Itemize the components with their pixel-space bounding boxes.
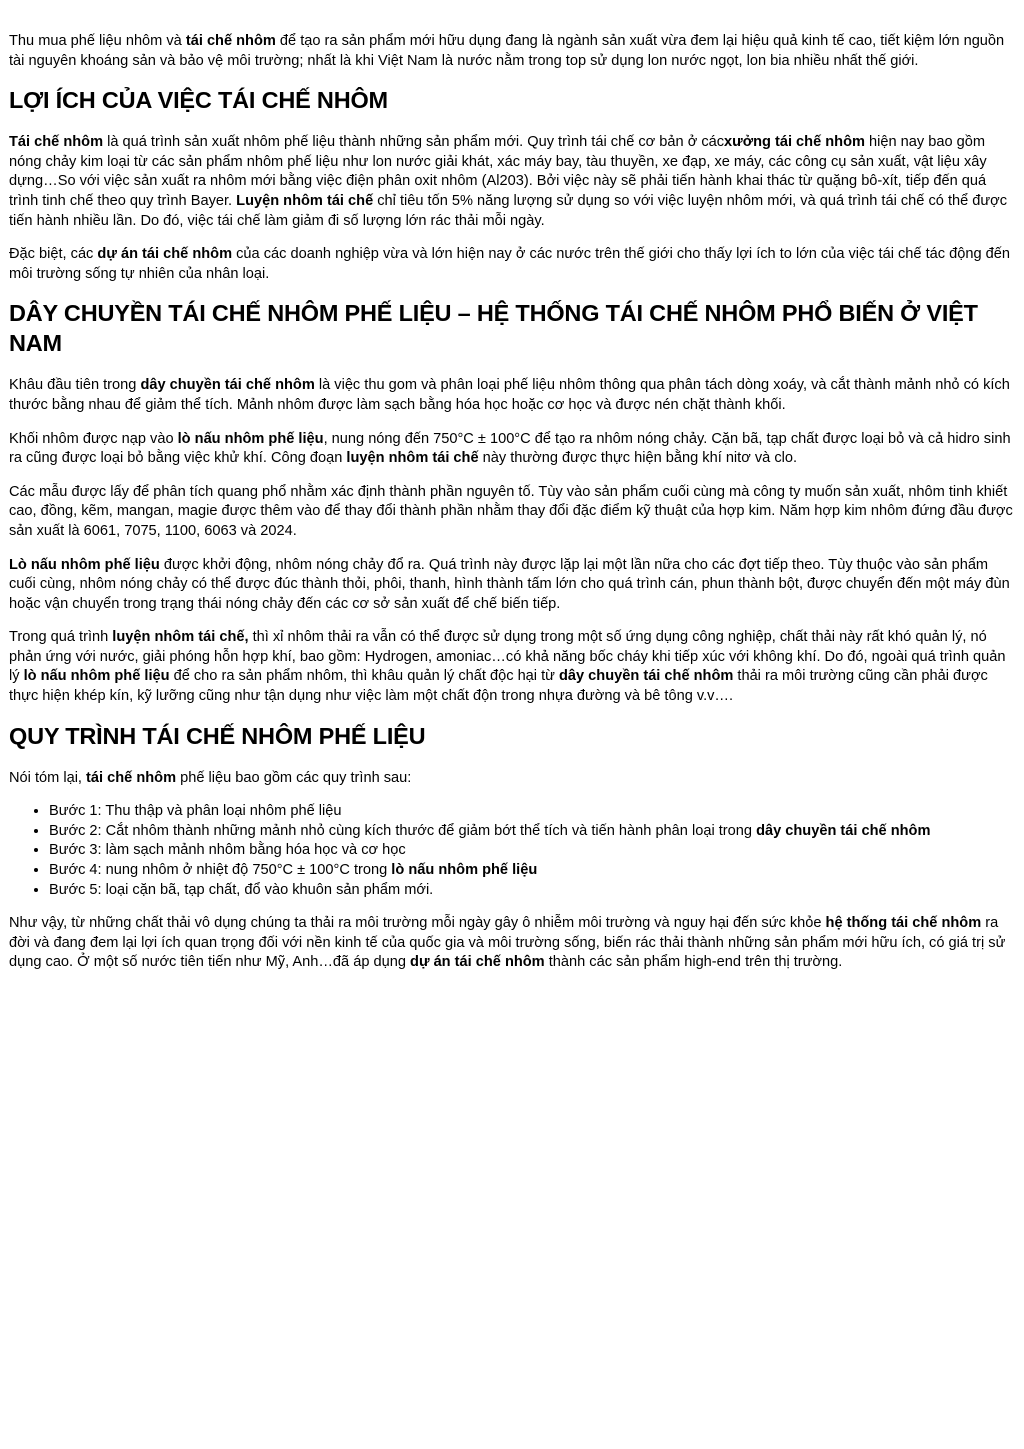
list-item: • Bước 1: Thu thập và phân loại nhôm phế liệu bbox=[49, 802, 1016, 822]
keyword-lo-nau-nhom-phe-lieu: lò nấu nhôm phế liệu bbox=[23, 668, 170, 685]
production-paragraph-1: Khâu đầu tiên trong dây chuyền tái chế nhôm là việc thu gom và phân loại phế liệu nhôm thông qua phân tách dòng xoáy, và cắt thành mảnh nhỏ có kích thước bằng nhau để giảm thể tích. Mảnh nhôm được làm sạch bằng hóa học hoặc cơ học và được nén chặt thành khối. bbox=[9, 377, 1010, 413]
list-item: • Bước 2: Cắt nhôm thành những mảnh nhỏ cùng kích thước để giảm bớt thể tích và tiến hành phân loại trong dây chuyền tái chế nhôm bbox=[49, 822, 1016, 842]
intro-paragraph: Thu mua phế liệu nhôm và tái chế nhôm để tạo ra sản phẩm mới hữu dụng đang là ngành sản xuất vừa đem lại hiệu quả kinh tế cao, tiết kiệm lớn nguồn tài nguyên khoáng sản và bảo vệ môi trường; nhất là khi Việt Nam là nước nằm trong top sử dụng lon nước ngọt, lon bia nhiều nhất thế giới. bbox=[9, 33, 1005, 69]
process-intro-paragraph: Nói tóm lại, tái chế nhôm phế liệu bao gồm các quy trình sau: bbox=[9, 769, 412, 786]
production-paragraph-3: Các mẫu được lấy để phân tích quang phổ nhằm xác định thành phần nguyên tố. Tùy vào sản phẩm cuối cùng mà công ty muốn sản xuất, nhôm tinh khiết cao, đồng, kẽm, mangan, magie được thêm vào để thay đổi thành phần nhằm thay đổi đặc điểm kỹ thuật của hợp kim. Năm hợp kim nhôm đứng đầu được sản xuất là 6061, 7075, 1100, 6063 và 2024. bbox=[9, 483, 1013, 539]
list-item: • Bước 3: làm sạch mảnh nhôm bằng hóa học và cơ học bbox=[49, 841, 1016, 861]
keyword-tai-che-nhom: tái chế nhôm bbox=[86, 769, 177, 786]
keyword-luyen-nhom-tai-che: luyện nhôm tái chế, bbox=[112, 629, 249, 646]
keyword-lo-nau-nhom-phe-lieu: lò nấu nhôm phế liệu bbox=[391, 862, 538, 879]
list-item: • Bước 5: loại cặn bã, tạp chất, đổ vào khuôn sản phẩm mới. bbox=[49, 881, 1016, 901]
production-paragraph-2: Khối nhôm được nạp vào lò nấu nhôm phế liệu, nung nóng đến 750°C ± 100°C để tạo ra nhôm nóng chảy. Cặn bã, tạp chất được loại bỏ và cả hidro sinh ra cũng được loại bỏ bằng việc khử khí. Công đoạn luyện nhôm tái chế này thường được thực hiện bằng khí nitơ và clo. bbox=[9, 430, 1011, 467]
list-item: • Bước 4: nung nhôm ở nhiệt độ 750°C ± 100°C trong lò nấu nhôm phế liệu bbox=[49, 861, 1016, 881]
keyword-lo-nau-nhom-phe-lieu: Lò nấu nhôm phế liệu bbox=[9, 556, 160, 573]
keyword-du-an-tai-che-nhom: dự án tái chế nhôm bbox=[97, 246, 233, 263]
keyword-tai-che-nhom: tái chế nhôm bbox=[185, 33, 276, 49]
benefits-paragraph-1: Tái chế nhôm là quá trình sản xuất nhôm phế liệu thành những sản phẩm mới. Quy trình tái chế cơ bản ở cácxưởng tái chế nhôm hiện nay bao gồm nóng chảy kim loại từ các sản phẩm nhôm phế liệu như lon nước giải khát, xác máy bay, tàu thuyền, xe đạp, xe máy, các công cụ sản xuất, vật liệu xây dựng…So với việc sản xuất ra nhôm mới bằng việc điện phân oxit nhôm (Al203). Bởi việc này sẽ phải tiến hành khai thác từ quặng bô-xít, tiếp đến quá trình tinh chế theo quy trình Bayer. Luyện nhôm tái chế chỉ tiêu tốn 5% năng lượng sử dụng so với việc luyện nhôm mới, và quá trình tái chế có thể được tiến hành nhiều lần. Do đó, việc tái chế làm giảm đi số lượng lớn rác thải mỗi ngày. bbox=[9, 134, 1008, 229]
keyword-he-thong-tai-che-nhom: hệ thống tái chế nhôm bbox=[825, 915, 982, 932]
keyword-luyen-nhom-tai-che: luyện nhôm tái chế bbox=[346, 450, 479, 467]
keyword-du-an-tai-che-nhom: dự án tái chế nhôm bbox=[410, 954, 545, 971]
section-heading-benefits: LỢI ÍCH CỦA VIỆC TÁI CHẾ NHÔM bbox=[9, 87, 388, 114]
conclusion-paragraph: Như vậy, từ những chất thải vô dụng chúng ta thải ra môi trường mỗi ngày gây ô nhiễm môi trường và nguy hại đến sức khỏe hệ thống tái chế nhôm ra đời và đang đem lại lợi ích quan trọng đối với nền kinh tế của quốc gia và môi trường sống, biến rác thải thành những sản phẩm mới hữu ích, có giá trị sử dụng cao. Ở một số nước tiên tiến như Mỹ, Anh…đã áp dụng dự án tái chế nhôm thành các sản phẩm high-end trên thị trường. bbox=[9, 915, 1006, 971]
keyword-day-chuyen-tai-che-nhom: dây chuyền tái chế nhôm bbox=[140, 377, 315, 394]
keyword-tai-che-nhom: Tái chế nhôm bbox=[9, 134, 104, 151]
keyword-xuong-tai-che-nhom: xưởng tái chế nhôm bbox=[724, 134, 865, 151]
keyword-day-chuyen-tai-che-nhom: dây chuyền tái chế nhôm bbox=[558, 668, 734, 685]
keyword-luyen-nhom-tai-che: Luyện nhôm tái chế bbox=[236, 192, 374, 209]
section-heading-process: QUY TRÌNH TÁI CHẾ NHÔM PHẾ LIỆU bbox=[9, 722, 426, 749]
section-heading-production-line: DÂY CHUYỀN TÁI CHẾ NHÔM PHẾ LIỆU – HỆ THỐNG TÁI CHẾ NHÔM PHỔ BIẾN Ở VIỆT NAM bbox=[9, 300, 978, 357]
keyword-day-chuyen-tai-che-nhom: dây chuyền tái chế nhôm bbox=[756, 822, 931, 839]
keyword-lo-nau-nhom-phe-lieu: lò nấu nhôm phế liệu bbox=[177, 430, 324, 447]
production-paragraph-4: Lò nấu nhôm phế liệu được khởi động, nhôm nóng chảy đổ ra. Quá trình này được lặp lại một lần nữa cho các đợt tiếp theo. Tùy thuộc vào sản phẩm cuối cùng, nhôm nóng chảy có thể được đúc thành thỏi, phôi, thanh, hình thành tấm lớn cho quá trình cán, phun thành bột, được chuyển đến một máy đùn hoặc vận chuyển trong trạng thái nóng chảy đến các cơ sở sản xuất để chế biến tiếp. bbox=[9, 556, 1010, 612]
benefits-paragraph-2: Đặc biệt, các dự án tái chế nhôm của các doanh nghiệp vừa và lớn hiện nay ở các nước trên thế giới cho thấy lợi ích to lớn của việc tái chế tác động đến môi trường sống tự nhiên của nhân loại. bbox=[9, 246, 1010, 282]
process-steps-list bbox=[9, 802, 1016, 900]
production-paragraph-5: Trong quá trình luyện nhôm tái chế, thì xỉ nhôm thải ra vẫn có thể được sử dụng trong một số ứng dụng công nghiệp, chất thải này rất khó quản lý, nó phản ứng với nước, giải phóng hỗn hợp khí, bao gồm: Hydrogen, amoniac…có khả năng bốc cháy khi tiếp xúc với không khí. Do đó, ngoài quá trình quản lý lò nấu nhôm phế liệu để cho ra sản phẩm nhôm, thì khâu quản lý chất độc hại từ dây chuyền tái chế nhôm thải ra môi trường cũng cần phải được thực hiện khép kín, kỹ lưỡng cũng như tận dụng như việc làm một chất độn trong nhựa đường và bê tông v.v…. bbox=[9, 629, 1006, 705]
